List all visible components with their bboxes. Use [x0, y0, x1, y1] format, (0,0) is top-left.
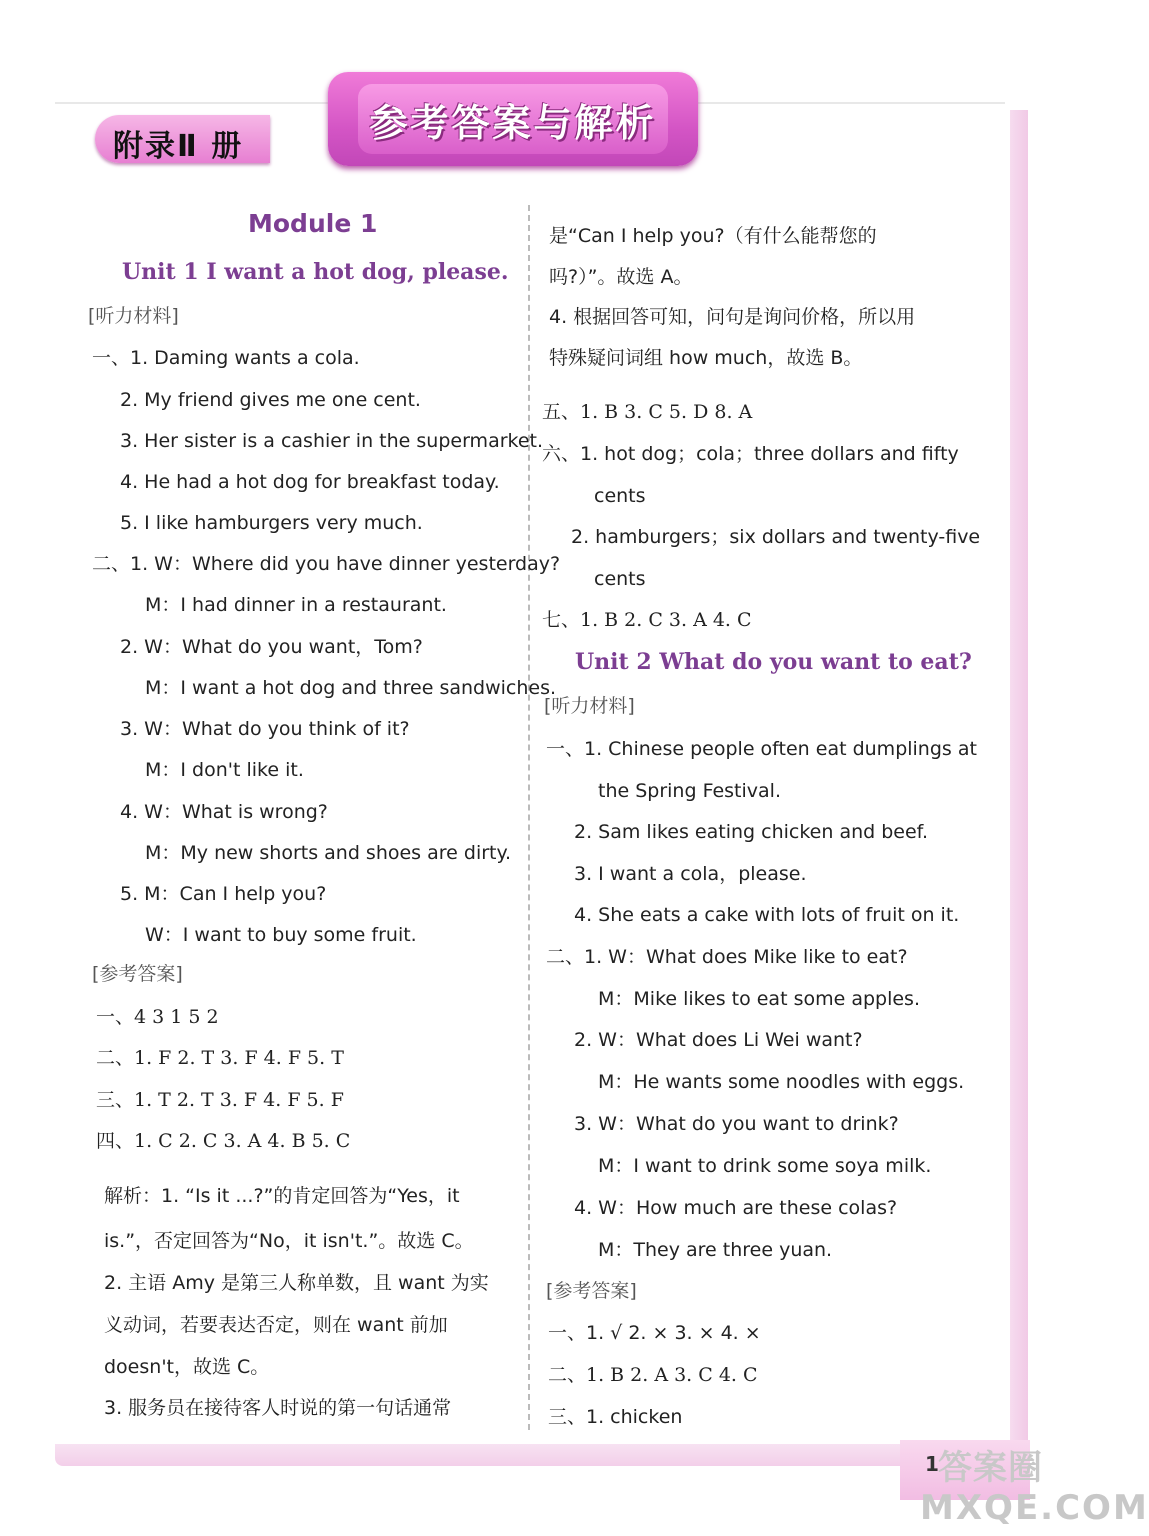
unit-1-title: Unit 1 I want a hot dog, please. — [122, 259, 509, 285]
listen-line: 2. My friend gives me one cent. — [120, 389, 421, 411]
column-divider — [528, 205, 530, 1430]
answer-line: 一、1. √ 2. × 3. × 4. × — [548, 1322, 761, 1344]
listen-line: 4. She eats a cake with lots of fruit on it. — [574, 904, 960, 926]
listen-line: 5. I like hamburgers very much. — [120, 512, 423, 534]
answer-line: 四、1. C 2. C 3. A 4. B 5. C — [96, 1130, 351, 1152]
listen-line: 一、1. Chinese people often eat dumplings at — [546, 738, 977, 760]
analysis-line: 特殊疑问词组 how much，故选 B。 — [549, 347, 863, 369]
listen-line: 2. W：What does Li Wei want? — [574, 1029, 863, 1051]
listen-line: 2. Sam likes eating chicken and beef. — [574, 821, 929, 843]
listen-line: 3. I want a cola，please. — [574, 863, 807, 885]
appendix-tab — [95, 115, 270, 163]
listen-line: M：I had dinner in a restaurant. — [145, 594, 447, 616]
answer-line: 六、1. hot dog；cola；three dollars and fifty — [542, 443, 959, 465]
answer-line: 二、1. F 2. T 3. F 4. F 5. T — [96, 1047, 344, 1069]
appendix-tab-label: 附录Ⅱ 册 — [113, 129, 244, 164]
answer-label-2: [参考答案] — [546, 1280, 637, 1302]
listen-line: 3. W：What do you want to drink? — [574, 1113, 899, 1135]
answer-line: 二、1. B 2. A 3. C 4. C — [548, 1364, 758, 1386]
module-title: Module 1 — [248, 209, 378, 238]
analysis-line: is.”，否定回答为“No，it isn't.”。故选 C。 — [104, 1230, 474, 1252]
answer-line: 2. hamburgers；six dollars and twenty-five — [571, 526, 981, 548]
listen-line: 3. W：What do you think of it? — [120, 718, 410, 740]
listen-line: M：He wants some noodles with eggs. — [598, 1071, 965, 1093]
answer-line: cents — [594, 568, 646, 590]
watermark-logo: 答案圈 — [938, 1448, 1043, 1488]
answer-line: cents — [594, 485, 646, 507]
listen-line: 4. W：How much are these colas? — [574, 1197, 898, 1219]
page-number: 1 — [925, 1452, 939, 1476]
listen-line: the Spring Festival. — [598, 780, 781, 802]
unit-2-title: Unit 2 What do you want to eat? — [575, 649, 972, 675]
listen-line: M：I want a hot dog and three sandwiches. — [145, 677, 557, 699]
listen-line: M：My new shorts and shoes are dirty. — [145, 842, 512, 864]
analysis-line: 2. 主语 Amy 是第三人称单数，且 want 为实 — [104, 1272, 489, 1294]
analysis-line: 是“Can I help you?（有什么能帮您的 — [549, 225, 877, 247]
listen-line: W：I want to buy some fruit. — [145, 924, 417, 946]
listen-line: 二、1. W：Where did you have dinner yesterday? — [92, 553, 561, 575]
listen-label-2: [听力材料] — [544, 695, 635, 717]
listen-line: 4. W：What is wrong? — [120, 801, 328, 823]
answer-line: 五、1. B 3. C 5. D 8. A — [542, 401, 753, 423]
analysis-line: 吗?）”。故选 A。 — [549, 266, 693, 288]
listen-line: 4. He had a hot dog for breakfast today. — [120, 471, 500, 493]
listen-line: 一、1. Daming wants a cola. — [92, 347, 360, 369]
answer-label-1: [参考答案] — [92, 963, 183, 985]
answer-line: 三、1. T 2. T 3. F 4. F 5. F — [96, 1089, 344, 1111]
answer-line: 一、4 3 1 5 2 — [96, 1006, 219, 1028]
listen-label-1: [听力材料] — [88, 305, 179, 327]
analysis-line: 义动词，若要表达否定，则在 want 前加 — [104, 1314, 448, 1336]
listen-line: 3. Her sister is a cashier in the supermarket. — [120, 430, 544, 452]
answer-line: 七、1. B 2. C 3. A 4. C — [542, 609, 752, 631]
watermark-url: MXQE.COM — [920, 1488, 1149, 1528]
listen-line: M：They are three yuan. — [598, 1239, 833, 1261]
side-band — [1010, 110, 1028, 1450]
analysis-line: 3. 服务员在接待客人时说的第一句话通常 — [104, 1397, 452, 1419]
listen-line: 二、1. W：What does Mike like to eat? — [546, 946, 908, 968]
analysis-line: 解析：1. “Is it ...?”的肯定回答为“Yes，it — [104, 1185, 460, 1207]
listen-line: 5. M：Can I help you? — [120, 883, 327, 905]
title-banner — [328, 72, 698, 166]
answer-line: 三、1. chicken — [548, 1406, 683, 1428]
analysis-line: doesn't，故选 C。 — [104, 1356, 270, 1378]
listen-line: 2. W：What do you want，Tom? — [120, 636, 423, 658]
bottom-band — [55, 1444, 935, 1466]
listen-line: M：Mike likes to eat some apples. — [598, 988, 920, 1010]
analysis-line: 4. 根据回答可知，问句是询问价格，所以用 — [549, 306, 916, 328]
listen-line: M：I don't like it. — [145, 759, 304, 781]
listen-line: M：I want to drink some soya milk. — [598, 1155, 932, 1177]
page-title: 参考答案与解析 — [369, 101, 657, 145]
